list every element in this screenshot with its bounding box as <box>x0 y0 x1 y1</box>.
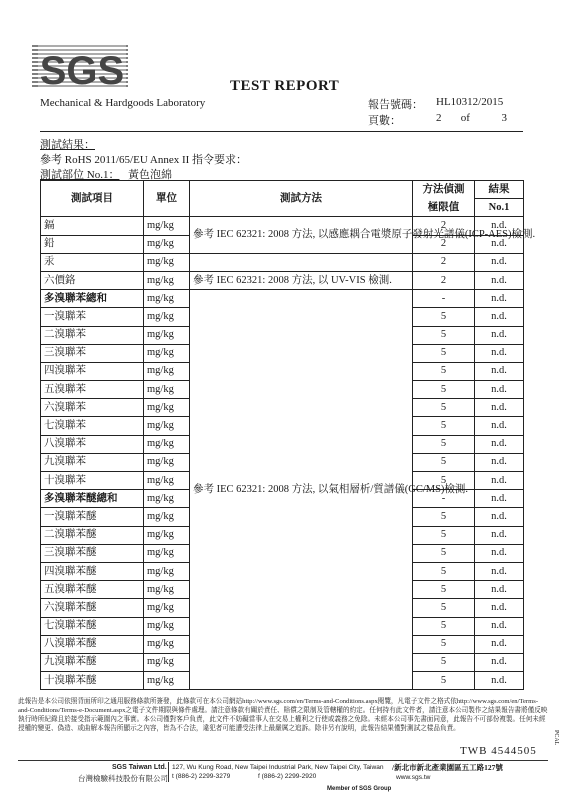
cell-item: 汞 <box>41 253 144 271</box>
cell-unit: mg/kg <box>144 508 190 526</box>
cell-mdl: 5 <box>413 562 475 580</box>
header-unit: 單位 <box>144 181 190 217</box>
cell-unit: mg/kg <box>144 271 190 289</box>
cell-item: 鉛 <box>41 235 144 253</box>
cell-mdl: 5 <box>413 399 475 417</box>
header-item: 測試項目 <box>41 181 144 217</box>
footer-separator <box>168 762 169 782</box>
cell-mdl: 5 <box>413 617 475 635</box>
header-result-sub: No.1 <box>475 199 524 217</box>
cell-result: n.d. <box>475 271 524 289</box>
cell-result: n.d. <box>475 435 524 453</box>
cell-unit: mg/kg <box>144 526 190 544</box>
header-mdl: 方法偵測 <box>413 181 475 199</box>
cell-mdl: 5 <box>413 544 475 562</box>
telephone: t (886-2) 2299-3279 <box>172 773 231 780</box>
cell-item: 五溴聯苯醚 <box>41 581 144 599</box>
cell-mdl: - <box>413 490 475 508</box>
results-label: 測試結果： <box>40 139 95 151</box>
laboratory-name: Mechanical & Hardgoods Laboratory <box>40 97 206 109</box>
cell-mdl: 5 <box>413 417 475 435</box>
disclaimer: 此報告是本公司依照背面所印之通用服務條款所簽發，此條款可在本公司網站http://www.sgs.com/en/Terms-and-Conditions.aspx閱覽，凡電子文件之格式依http://www.sgs.com/en/Terms-and-Conditions/Terms-e-Document.aspx之電子文件期限與條件處理。請注意條款有關於責任、賠償之限制及管轄權的約定。任何持有此文件者，請注意本公司製作之結果報告書將僅反映執行時所紀錄且於接受指示範圍內之事實。本公司僅對客戶負責，此文件不妨礙當事人在交易上權利之行使或義務之免除。未經本公司事先書面同意，此報告不可部份複製。任何未經授權的變更、偽造、或曲解本報告所顯示之內容，皆為不合法，違犯者可能遭受法律上最嚴厲之追訴。除非另有說明，此報告結果僅對測試之樣品負責。 <box>18 698 548 732</box>
cell-item: 三溴聯苯醚 <box>41 544 144 562</box>
cell-item: 二溴聯苯 <box>41 326 144 344</box>
report-number-label: 報告號碼： <box>368 99 423 111</box>
cell-result: n.d. <box>475 326 524 344</box>
cell-unit: mg/kg <box>144 472 190 490</box>
test-part-value: 黃色泡綿 <box>128 169 172 181</box>
cell-unit: mg/kg <box>144 235 190 253</box>
cell-unit: mg/kg <box>144 417 190 435</box>
cell-method: 參考 IEC 62321: 2008 方法, 以感應耦合電漿原子發射光譜儀(ICP-AES)檢測. <box>190 217 413 253</box>
cell-result: n.d. <box>475 362 524 380</box>
twb-number: TWB 4544505 <box>460 745 537 757</box>
cell-mdl: 5 <box>413 581 475 599</box>
cell-item: 多溴聯苯總和 <box>41 290 144 308</box>
cell-unit: mg/kg <box>144 672 190 690</box>
cell-result: n.d. <box>475 599 524 617</box>
table-row <box>41 271 524 289</box>
member-of-group: Member of SGS Group <box>327 786 392 792</box>
cell-item: 五溴聯苯 <box>41 381 144 399</box>
cell-item: 十溴聯苯 <box>41 472 144 490</box>
header-mdl-sub: 極限值 <box>413 199 475 217</box>
cell-item: 一溴聯苯 <box>41 308 144 326</box>
cell-mdl: 5 <box>413 435 475 453</box>
cell-item: 九溴聯苯醚 <box>41 653 144 671</box>
cell-result: n.d. <box>475 508 524 526</box>
cell-mdl: 5 <box>413 344 475 362</box>
cell-mdl: 5 <box>413 472 475 490</box>
page-current: 2 <box>436 112 442 124</box>
cell-mdl: 5 <box>413 635 475 653</box>
cell-result: n.d. <box>475 344 524 362</box>
header-divider <box>40 131 523 132</box>
cell-mdl: 5 <box>413 653 475 671</box>
table-row <box>41 253 524 271</box>
cell-method <box>190 253 413 271</box>
cell-item: 多溴聯苯醚總和 <box>41 490 144 508</box>
cell-mdl: 2 <box>413 253 475 271</box>
page-label: 頁數： <box>368 115 401 127</box>
cell-unit: mg/kg <box>144 362 190 380</box>
cell-unit: mg/kg <box>144 653 190 671</box>
cell-unit: mg/kg <box>144 635 190 653</box>
cell-unit: mg/kg <box>144 253 190 271</box>
cell-result: n.d. <box>475 217 524 235</box>
cell-mdl: 2 <box>413 217 475 235</box>
cell-unit: mg/kg <box>144 399 190 417</box>
cell-mdl: 2 <box>413 235 475 253</box>
address-en: 127, Wu Kung Road, New Taipei Industrial Park, New Taipei City, Taiwan <box>172 764 384 771</box>
cell-item: 六價鉻 <box>41 271 144 289</box>
cell-unit: mg/kg <box>144 581 190 599</box>
cell-unit: mg/kg <box>144 490 190 508</box>
cell-mdl: 5 <box>413 672 475 690</box>
cell-method: 參考 IEC 62321: 2008 方法, 以氣相層析/質譜儀(GC/MS)檢測. <box>190 290 413 690</box>
table-row <box>41 217 524 235</box>
cell-mdl: 5 <box>413 526 475 544</box>
cell-item: 八溴聯苯醚 <box>41 635 144 653</box>
cell-unit: mg/kg <box>144 217 190 235</box>
cell-item: 鎘 <box>41 217 144 235</box>
cell-result: n.d. <box>475 399 524 417</box>
cell-item: 七溴聯苯醚 <box>41 617 144 635</box>
company-name-en: SGS Taiwan Ltd. <box>112 764 167 771</box>
cell-mdl: 2 <box>413 271 475 289</box>
cell-item: 十溴聯苯醚 <box>41 672 144 690</box>
cell-unit: mg/kg <box>144 562 190 580</box>
website-link[interactable]: www.sgs.tw <box>396 774 431 781</box>
cell-unit: mg/kg <box>144 617 190 635</box>
company-name-zh: 台灣檢驗科技股份有限公司 <box>78 774 168 783</box>
cell-result: n.d. <box>475 290 524 308</box>
page-indicator <box>436 112 507 124</box>
cell-item: 七溴聯苯 <box>41 417 144 435</box>
cell-result: n.d. <box>475 490 524 508</box>
cell-mdl: 5 <box>413 362 475 380</box>
cell-item: 六溴聯苯醚 <box>41 599 144 617</box>
report-title: TEST REPORT <box>230 78 340 94</box>
cell-mdl: 5 <box>413 508 475 526</box>
cell-item: 八溴聯苯 <box>41 435 144 453</box>
cell-result: n.d. <box>475 653 524 671</box>
cell-unit: mg/kg <box>144 381 190 399</box>
cell-item: 四溴聯苯 <box>41 362 144 380</box>
cell-mdl: 5 <box>413 381 475 399</box>
page-of: of <box>460 112 470 124</box>
cell-result: n.d. <box>475 581 524 599</box>
table-header-row <box>41 181 524 199</box>
cell-result: n.d. <box>475 417 524 435</box>
cell-unit: mg/kg <box>144 344 190 362</box>
cell-item: 四溴聯苯醚 <box>41 562 144 580</box>
cell-result: n.d. <box>475 544 524 562</box>
cell-unit: mg/kg <box>144 308 190 326</box>
cell-unit: mg/kg <box>144 326 190 344</box>
cell-result: n.d. <box>475 381 524 399</box>
report-number: HL10312/2015 <box>436 96 504 108</box>
side-code: PCAL <box>553 730 559 746</box>
header-method: 測試方法 <box>190 181 413 217</box>
cell-result: n.d. <box>475 526 524 544</box>
cell-unit: mg/kg <box>144 453 190 471</box>
cell-result: n.d. <box>475 308 524 326</box>
reference-text: 參考 RoHS 2011/65/EU Annex II 指令要求： <box>40 154 248 166</box>
cell-unit: mg/kg <box>144 435 190 453</box>
results-table <box>40 180 536 690</box>
cell-result: n.d. <box>475 672 524 690</box>
cell-result: n.d. <box>475 453 524 471</box>
cell-mdl: - <box>413 290 475 308</box>
cell-item: 一溴聯苯醚 <box>41 508 144 526</box>
cell-unit: mg/kg <box>144 599 190 617</box>
cell-unit: mg/kg <box>144 544 190 562</box>
cell-result: n.d. <box>475 235 524 253</box>
cell-result: n.d. <box>475 472 524 490</box>
test-part-label: 測試部位 No.1： <box>40 169 120 181</box>
footer-divider <box>18 760 548 761</box>
page-total: 3 <box>501 112 507 124</box>
cell-mdl: 5 <box>413 308 475 326</box>
cell-mdl: 5 <box>413 599 475 617</box>
cell-mdl: 5 <box>413 453 475 471</box>
fax: f (886-2) 2299-2920 <box>258 773 317 780</box>
cell-item: 六溴聯苯 <box>41 399 144 417</box>
cell-unit: mg/kg <box>144 290 190 308</box>
cell-mdl: 5 <box>413 326 475 344</box>
cell-method: 參考 IEC 62321: 2008 方法, 以 UV-VIS 檢測. <box>190 271 413 289</box>
address-zh: /新北市新北產業園區五工路127號 <box>392 763 503 772</box>
table-row <box>41 290 524 308</box>
logo-text: SGS <box>39 49 125 93</box>
cell-result: n.d. <box>475 635 524 653</box>
cell-item: 九溴聯苯 <box>41 453 144 471</box>
cell-item: 二溴聯苯醚 <box>41 526 144 544</box>
cell-result: n.d. <box>475 253 524 271</box>
header-result: 結果 <box>475 181 524 199</box>
cell-item: 三溴聯苯 <box>41 344 144 362</box>
cell-result: n.d. <box>475 562 524 580</box>
cell-result: n.d. <box>475 617 524 635</box>
